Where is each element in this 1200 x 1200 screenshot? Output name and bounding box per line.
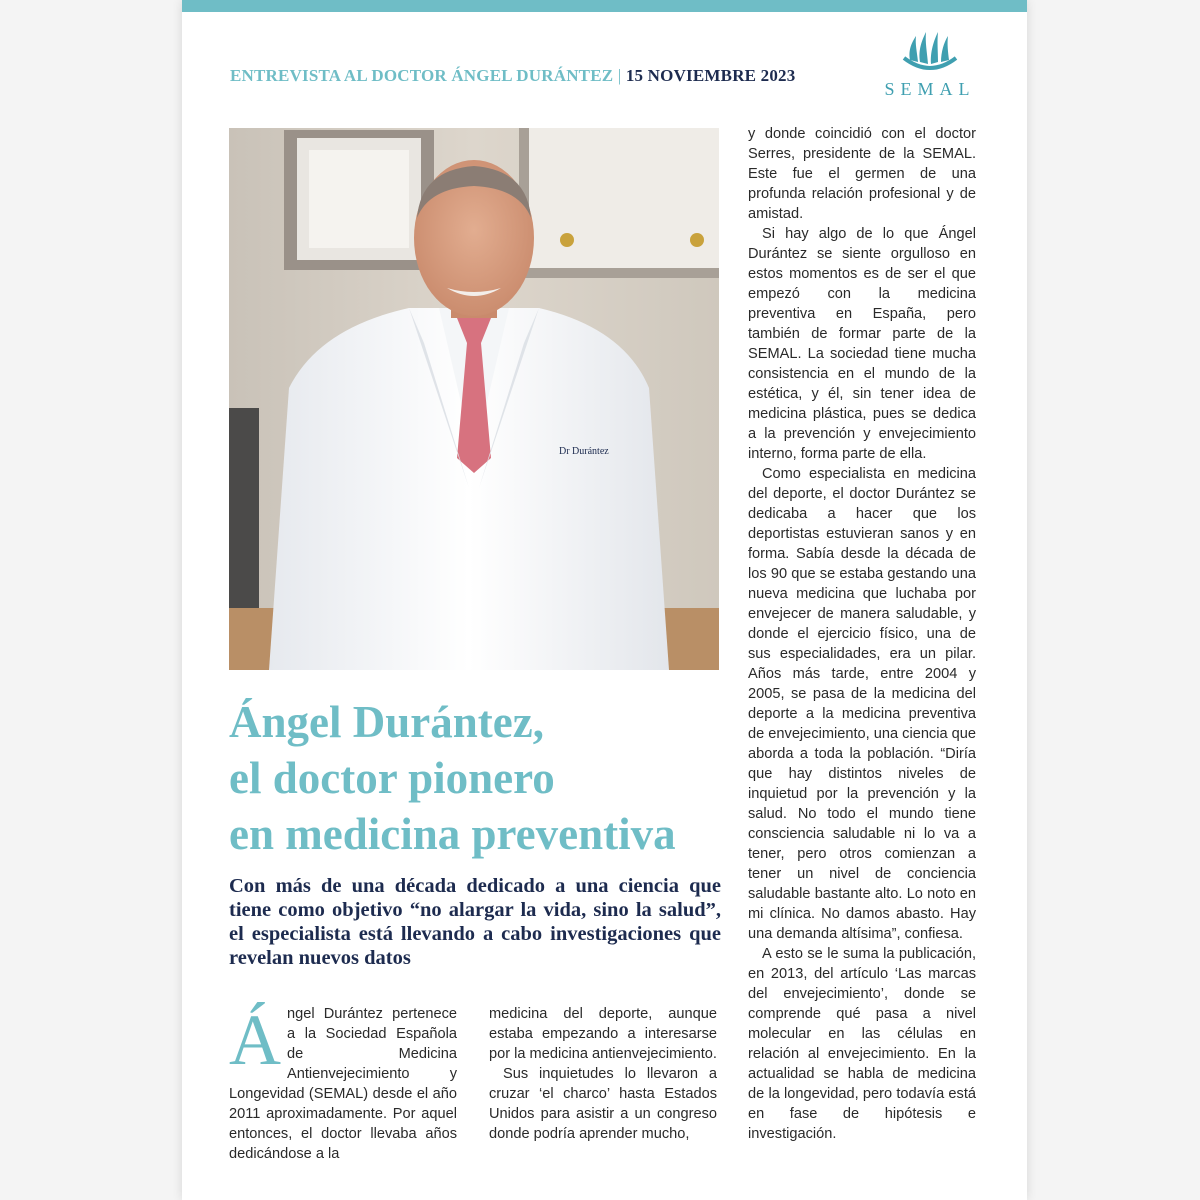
article-subtitle: Con más de una década dedicado a una ciencia que tiene como objetivo “no alargar la vida, sino la salud”, el especialista está llevando a cabo investigaciones que revelan nuevos datos [229, 875, 721, 969]
body-column-3 [748, 124, 976, 1144]
paragraph: Si hay algo de lo que Ángel Durántez se siente orgulloso en estos momentos es de ser el que empezó con la medicina preventiva en España, pero también de formar parte de la SEMAL. La sociedad tiene mucha consistencia en el mundo de la estética, y él, sin tener idea de medicina plástica, pues se dedica a la prevención y envejecimiento interno, forma parte de ella. [748, 226, 976, 462]
semal-logo [878, 28, 982, 100]
coat-embroidery: Dr Durántez [559, 446, 609, 457]
top-accent-bar [182, 0, 1027, 12]
doctor-portrait-photo [229, 128, 719, 670]
paragraph: Como especialista en medicina del deporte, el doctor Durántez se dedicaba a hacer que los deportistas estuvieran sanos y en forma. Sabía desde la década de los 90 que se estaba gestando una nueva medicina que luchaba por envejecer de manera saludable, y donde el ejercicio físico, una de sus especialidades, era un pilar. Años más tarde, entre 2004 y 2005, se pasa de la medicina del deporte a la medicina preventiva de envejecimiento, una ciencia que aborda a toda la población. “Diría que hay distintos niveles de inquietud por la prevención y la salud. No todo el mundo tiene consciencia saludable ni lo va a tener, pero otros comienzan a tener un nivel de conciencia saludable bastante alto. Lo noto en mi clínica. No damos abasto. Hay una demanda altísima”, confiesa. [748, 466, 976, 942]
paragraph: Sus inquietudes lo llevaron a cruzar ‘el charco’ hasta Estados Unidos para asistir a un congreso donde podría aprender mucho, [489, 1066, 717, 1142]
body-column-1 [229, 1000, 457, 1164]
paragraph: medicina del deporte, aunque estaba empezando a interesarse por la medicina antienvejecimiento. [489, 1006, 717, 1062]
header-topic: ENTREVISTA AL DOCTOR ÁNGEL DURÁNTEZ [230, 66, 614, 85]
header-separator: | [617, 66, 622, 85]
body-column-2 [489, 1004, 717, 1144]
header-date: 15 NOVIEMBRE 2023 [625, 66, 796, 85]
drop-cap: Á [229, 1000, 281, 1080]
logo-wordmark: SEMAL [884, 79, 976, 99]
magazine-page [182, 0, 1027, 1200]
page-header [230, 66, 795, 86]
paragraph: A esto se le suma la publicación, en 2013, del artículo ‘Las marcas del envejecimiento’, donde se comprende qué pasa a nivel molecular en las células en relación al envejecimiento. En la actualidad se habla de medicina de la longevidad, pero todavía está en fase de hipótesis e investigación. [748, 946, 976, 1142]
paragraph: y donde coincidió con el doctor Serres, presidente de la SEMAL. Este fue el germen de una profunda relación profesional y de amistad. [748, 126, 976, 222]
article-title: Ángel Durántez, el doctor pionero en medicina preventiva [229, 697, 676, 859]
paragraph: ngel Durántez pertenece a la Sociedad Española de Medicina Antienvejecimiento y Longevidad (SEMAL) desde el año 2011 aproximadamente. Por aquel entonces, el doctor llevaba años dedicándose a la [229, 1006, 457, 1162]
semal-emblem-icon [900, 28, 960, 76]
